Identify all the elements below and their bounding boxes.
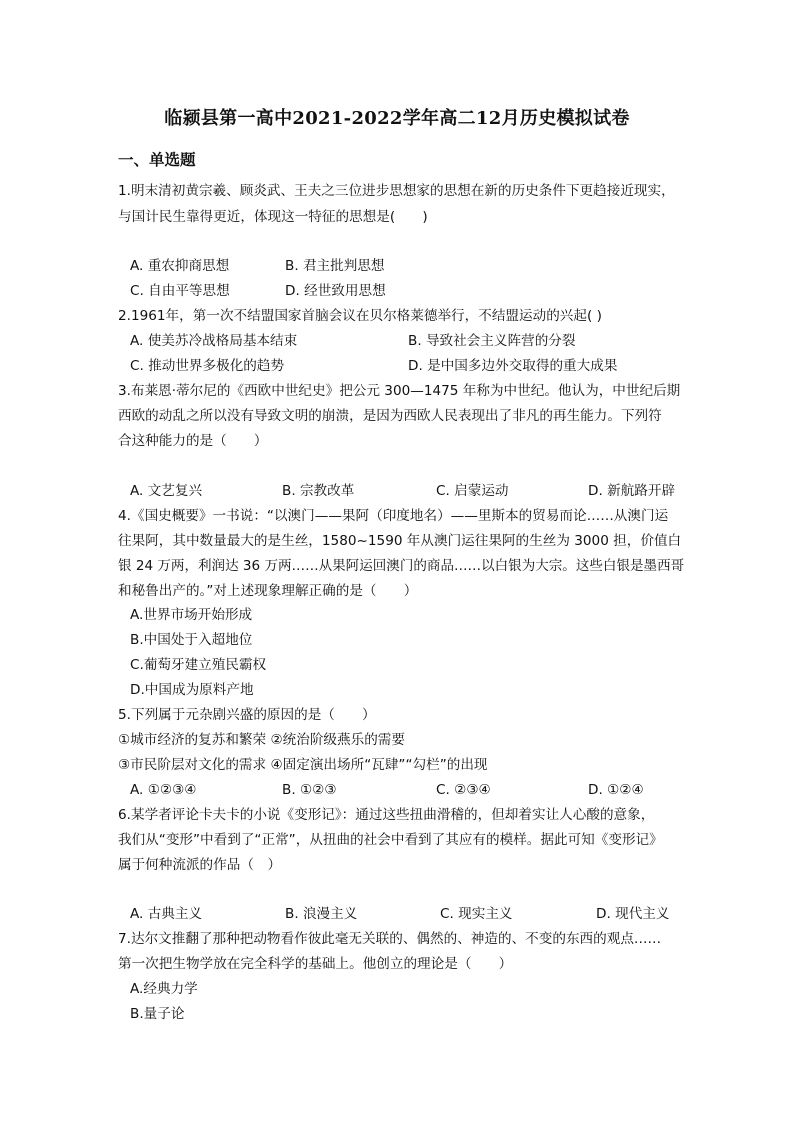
- question-4-line-3: 银 24 万两，利润达 36 万两……从果阿运回澳门的商品……以白银为大宗。这些白银是墨西哥: [118, 558, 685, 574]
- question-3-line-2: 西欧的动乱之所以没有导致文明的崩溃，是因为西欧人民表现出了非凡的再生能力。下列符: [118, 408, 662, 424]
- question-1-option-c: C. 自由平等思想: [130, 283, 230, 299]
- question-4-line-4: 和秘鲁出产的。”对上述现象理解正确的是（ ）: [118, 583, 418, 599]
- question-1-option-b: B. 君主批判思想: [285, 258, 385, 274]
- question-5-option-d: D. ①②④: [588, 782, 644, 798]
- question-1-line-2: 与国计民生靠得更近，体现这一特征的思想是( ): [118, 209, 428, 225]
- question-7-option-a: A.经典力学: [130, 981, 198, 997]
- question-2-option-a: A. 使美苏冷战格局基本结束: [130, 333, 298, 349]
- question-6-line-2: 我们从“变形”中看到了“正常”，从扭曲的社会中看到了其应有的模样。据此可知《变形记》: [118, 832, 663, 848]
- question-6-option-c: C. 现实主义: [440, 906, 513, 922]
- question-2-option-d: D. 是中国多边外交取得的重大成果: [408, 358, 618, 374]
- question-4-option-a: A.世界市场开始形成: [130, 607, 253, 623]
- question-4-option-d: D.中国成为原料产地: [130, 682, 254, 698]
- question-6-option-b: B. 浪漫主义: [285, 906, 358, 922]
- question-5-line-1: 5.下列属于元杂剧兴盛的原因的是（ ）: [118, 707, 376, 723]
- section-heading: 一、单选题: [118, 151, 196, 169]
- question-4-option-b: B.中国处于入超地位: [130, 632, 253, 648]
- question-4-line-1: 4.《国史概要》一书说：“以澳门——果阿（印度地名）——里斯本的贸易而论……从澳门运: [118, 508, 669, 524]
- question-3-option-b: B. 宗教改革: [282, 483, 355, 499]
- question-7-option-b: B.量子论: [130, 1006, 185, 1022]
- question-2-line-1: 2.1961年，第一次不结盟国家首脑会议在贝尔格莱德举行，不结盟运动的兴起( ): [118, 308, 602, 324]
- question-3-option-c: C. 启蒙运动: [436, 483, 509, 499]
- question-1-option-a: A. 重农抑商思想: [130, 258, 230, 274]
- question-4-option-c: C.葡萄牙建立殖民霸权: [130, 657, 267, 673]
- question-6-option-a: A. 古典主义: [130, 906, 203, 922]
- question-6-option-d: D. 现代主义: [596, 906, 670, 922]
- question-6-line-1: 6.某学者评论卡夫卡的小说《变形记》：通过这些扭曲滑稽的，但却着实让人心酸的意象，: [118, 807, 655, 823]
- question-6-line-3: 属于何种流派的作品（ ）: [118, 857, 282, 873]
- page-title: 临颍县第一高中2021-2022学年高二12月历史模拟试卷: [164, 108, 630, 129]
- question-3-line-3: 合这种能力的是（ ）: [118, 433, 268, 449]
- question-2-option-c: C. 推动世界多极化的趋势: [130, 358, 285, 374]
- question-2-option-b: B. 导致社会主义阵营的分裂: [408, 333, 576, 349]
- question-7-line-2: 第一次把生物学放在完全科学的基础上。他创立的理论是（ ）: [118, 956, 513, 972]
- question-4-line-2: 往果阿，其中数量最大的是生丝，1580~1590 年从澳门运往果阿的生丝为 3000 担，价值白: [118, 533, 682, 549]
- question-3-option-a: A. 文艺复兴: [130, 483, 203, 499]
- question-5-option-a: A. ①②③④: [130, 782, 197, 798]
- question-1-line-1: 1.明末清初黄宗羲、顾炎武、王夫之三位进步思想家的思想在新的历史条件下更趋接近现实，: [118, 183, 675, 199]
- question-5-line-3: ③市民阶层对文化的需求 ④固定演出场所“瓦肆”“勾栏”的出现: [118, 757, 488, 773]
- question-3-option-d: D. 新航路开辟: [588, 483, 676, 499]
- question-7-line-1: 7.达尔文推翻了那种把动物看作彼此毫无关联的、偶然的、神造的、不变的东西的观点……: [118, 931, 662, 947]
- question-1-option-d: D. 经世致用思想: [285, 283, 386, 299]
- question-3-line-1: 3.布莱恩·蒂尔尼的《西欧中世纪史》把公元 300—1475 年称为中世纪。他认为，中世纪后期: [118, 383, 681, 399]
- question-5-option-c: C. ②③④: [436, 782, 491, 798]
- question-5-option-b: B. ①②③: [282, 782, 337, 798]
- question-5-line-2: ①城市经济的复苏和繁荣 ②统治阶级燕乐的需要: [118, 732, 405, 748]
